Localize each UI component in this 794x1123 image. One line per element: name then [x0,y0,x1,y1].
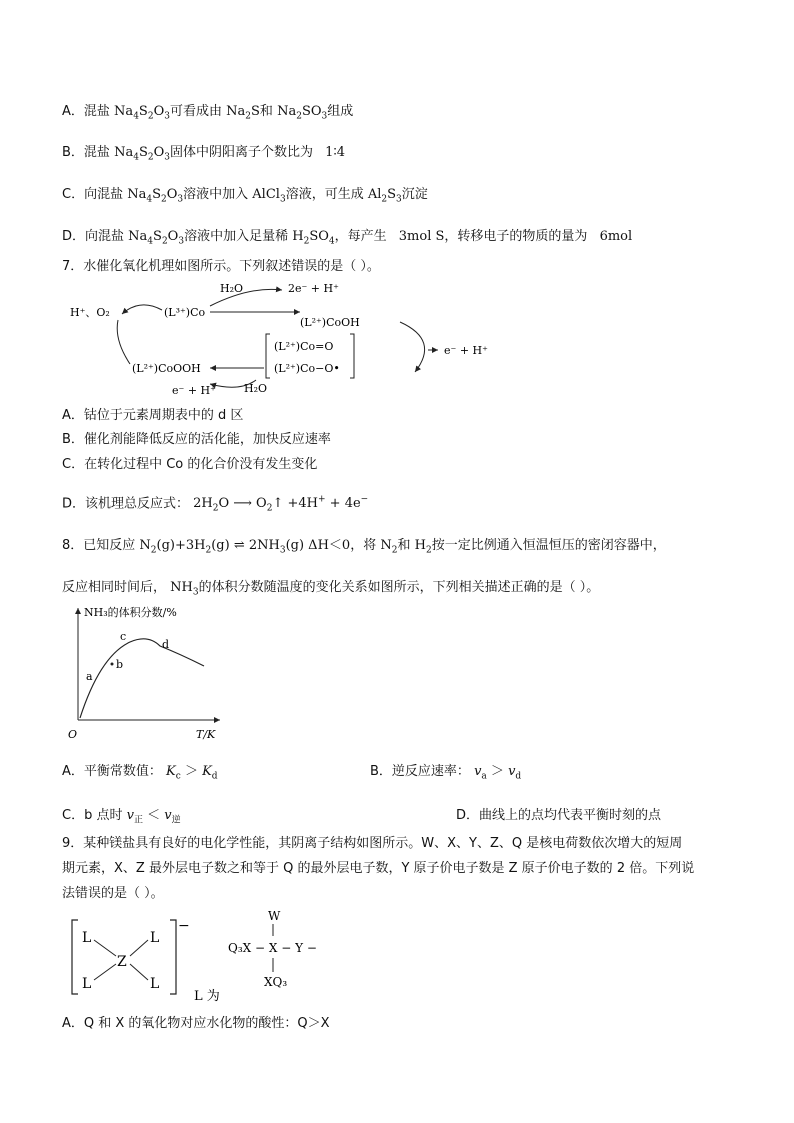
q9-stem-3: 法错误的是（ ）。 [62,886,164,901]
q9-stem-2: 期元素，X、Z 最外层电子数之和等于 Q 的最外层电子数，Y 原子价电子数是 Z 原子价电子数的 2 倍。下列说 [62,861,695,876]
q8-stem: 8．已知反应 $N_2(g)+3H_2(g)$ ⇌ $2NH_3(g)$ ΔH＜0，将 $N_2$和 $H_2$按一定比例通入恒温恒压的密闭容器中， [62,538,666,556]
d-h2o-bottom: H₂O [244,382,268,395]
svg-text:L: L [82,930,92,946]
svg-text:L: L [150,930,160,946]
q8-point-d: d [162,638,170,651]
q8-option-a: A．平衡常数值： $K_c > K_d$ [62,764,218,782]
q9-minus: − [178,918,190,934]
d-e-top: 2e⁻ + H⁺ [288,282,339,295]
q8-point-c: c [120,630,127,643]
q9-w: W [268,909,281,923]
q6-option-d: D．向混盐 $Na_4S_2O_3$溶液中加入足量稀 $H_2SO_4$，每产生 3mol S，转移电子的物质的量为 6mol [62,229,633,247]
svg-text:L: L [82,976,92,992]
q8-graph [60,600,230,745]
q7-mechanism-diagram [60,280,500,404]
q9-lwei: L 为 [194,989,220,1004]
q8-point-b: b [116,658,124,671]
q6-option-c: C．向混盐 $Na_4S_2O_3$溶液中加入 AlCl$_3$溶液，可生成 $Al_2S_3$沉淀 [62,187,428,205]
q9-structure-diagram [64,906,334,1006]
q8-point-a: a [86,670,93,683]
q8-ylabel: NH₃的体积分数/% [84,606,177,619]
q6-option-b: B．混盐 $Na_4S_2O_3$固体中阴阳离子个数比为 1∶4 [62,145,346,163]
q8-origin: O [68,728,78,741]
d-h2o-top: H₂O [220,282,244,295]
q8-stem-2: 反应相同时间后， $NH_3$的体积分数随温度的变化关系如图所示，下列相关描述正确的是（ ）。 [62,580,600,598]
svg-text:L: L [150,976,160,992]
q9-xq3: XQ₃ [264,975,288,989]
q8-xlabel: T/K [196,728,216,741]
d-l3co: (L³⁺)Co [164,306,206,319]
q8-option-b: B．逆反应速率： $v_a > v_d$ [370,764,522,782]
q7-option-c: C．在转化过程中 Co 的化合价没有发生变化 [62,457,318,472]
q9-z: Z [117,954,127,970]
q8-option-c: C．b 点时 $v_正 < v_逆$ [62,808,181,826]
q7-option-a: A．钴位于元素周期表中的 d 区 [62,408,244,423]
q7-option-b: B．催化剂能降低反应的活化能，加快反应速率 [62,432,331,447]
q9-option-a: A．Q 和 X 的氧化物对应水化物的酸性：Q＞X [62,1016,330,1031]
q7-stem: 7．水催化氧化机理如图所示。下列叙述错误的是（ ）。 [62,259,380,274]
d-l2co-o-rad: (L²⁺)Co−O• [274,362,340,375]
q9-stem-1: 9．某种镁盐具有良好的电化学性能，其阴离子结构如图所示。W、X、Y、Z、Q 是核电荷数依次增大的短周 [62,836,683,851]
q8-option-d: D．曲线上的点均代表平衡时刻的点 [456,808,662,823]
q7-option-d: D．该机理总反应式： $2H_2O$ ⟶ $O_2↑ +4H^+ + 4e^-$ [62,495,369,514]
d-l2coooh: (L²⁺)CoOOH [132,362,201,375]
d-hplus-o2: H⁺、O₂ [70,306,110,319]
d-e-right: e⁻ + H⁺ [444,344,488,357]
q6-option-a: A．混盐 $Na_4S_2O_3$可看成由 $Na_2S$和 $Na_2SO_3$组成 [62,104,354,122]
d-l2co-o: (L²⁺)Co=O [274,340,334,353]
d-l2cooh: (L²⁺)CoOH [300,316,360,329]
d-e-bottom: e⁻ + H⁺ [172,384,216,397]
q9-chain: Q₃X − X − Y − [228,941,317,955]
